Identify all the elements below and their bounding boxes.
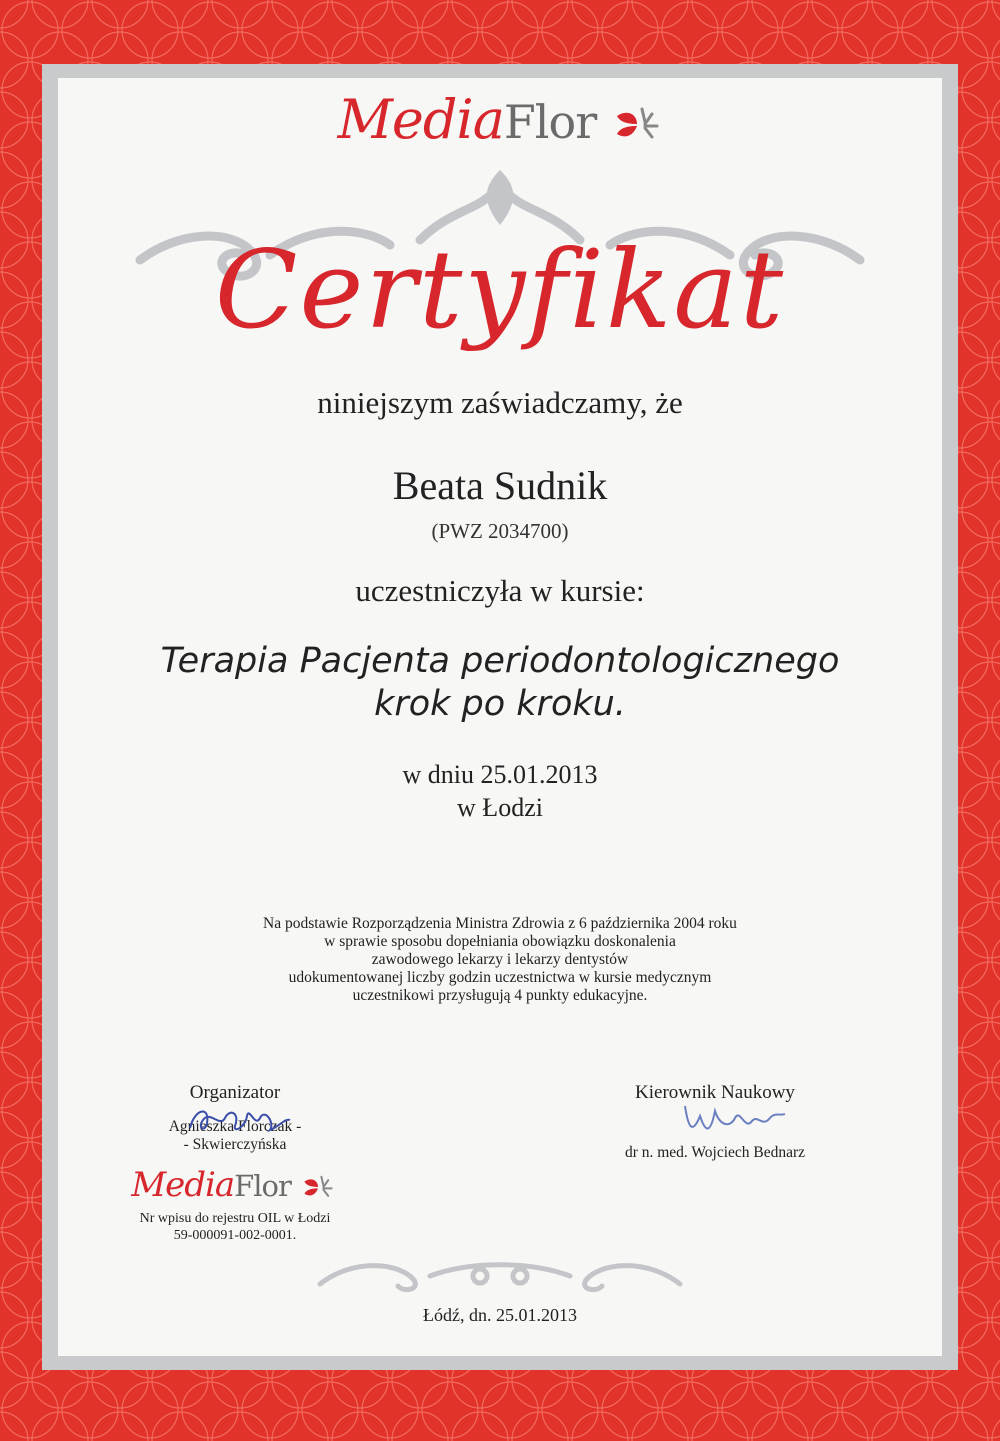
logo-part-flor: Flor (234, 1169, 291, 1203)
legal-line: zawodowego lekarzy i lekarzy dentystów (371, 951, 629, 968)
certificate-title: Certyfikat (214, 228, 786, 353)
course-line-2: krok po kroku. (374, 684, 626, 724)
flower-icon (301, 1173, 335, 1201)
course-title (0, 640, 1000, 726)
organizer-name-line-1: Agnieszka Florczak - (168, 1118, 302, 1135)
logo-bottom (118, 1165, 348, 1205)
logo-part-media: Media (131, 1165, 235, 1205)
registry-number (95, 1210, 375, 1244)
legal-line: Na podstawie Rozporządzenia Ministra Zdrowia z 6 października 2004 roku (263, 915, 737, 932)
intro-text: niniejszym zaświadczamy, że (317, 385, 683, 420)
organizer-role: Organizator (189, 1082, 281, 1103)
recipient-pwz: (PWZ 2034700) (431, 519, 569, 543)
legal-line: udokumentowanej liczby godzin uczestnictwa w kursie medycznym (288, 969, 712, 986)
legal-line: w sprawie sposobu dopełniania obowiązku doskonalenia (324, 933, 676, 950)
legal-line: uczestnikowi przysługują 4 punkty edukacyjne. (352, 987, 648, 1004)
course-line-1: Terapia Pacjenta periodontologicznego (160, 641, 840, 681)
participated-text: uczestniczyła w kursie: (355, 573, 645, 608)
recipient-name: Beata Sudnik (392, 463, 608, 508)
scientific-signature (680, 1096, 790, 1146)
issue-date: Łódź, dn. 25.01.2013 (423, 1305, 577, 1325)
flower-icon (612, 104, 662, 144)
organizer-signature (185, 1098, 295, 1148)
legal-note (0, 915, 1000, 1005)
event-date: w dniu 25.01.2013 (402, 760, 598, 789)
scientific-name: dr n. med. Wojciech Bednarz (624, 1144, 806, 1161)
organizer-name-line-2: - Skwierczyńska (183, 1136, 287, 1153)
logo-part-flor: Flor (503, 95, 597, 149)
logo-part-media: Media (337, 88, 504, 151)
event-place: w Łodzi (457, 793, 543, 822)
registry-line-1: Nr wpisu do rejestru OIL w Łodzi (139, 1211, 331, 1226)
scientific-role: Kierownik Naukowy (635, 1082, 795, 1103)
registry-line-2: 59-000091-002-0001. (173, 1228, 297, 1243)
logo-top (0, 88, 1000, 151)
